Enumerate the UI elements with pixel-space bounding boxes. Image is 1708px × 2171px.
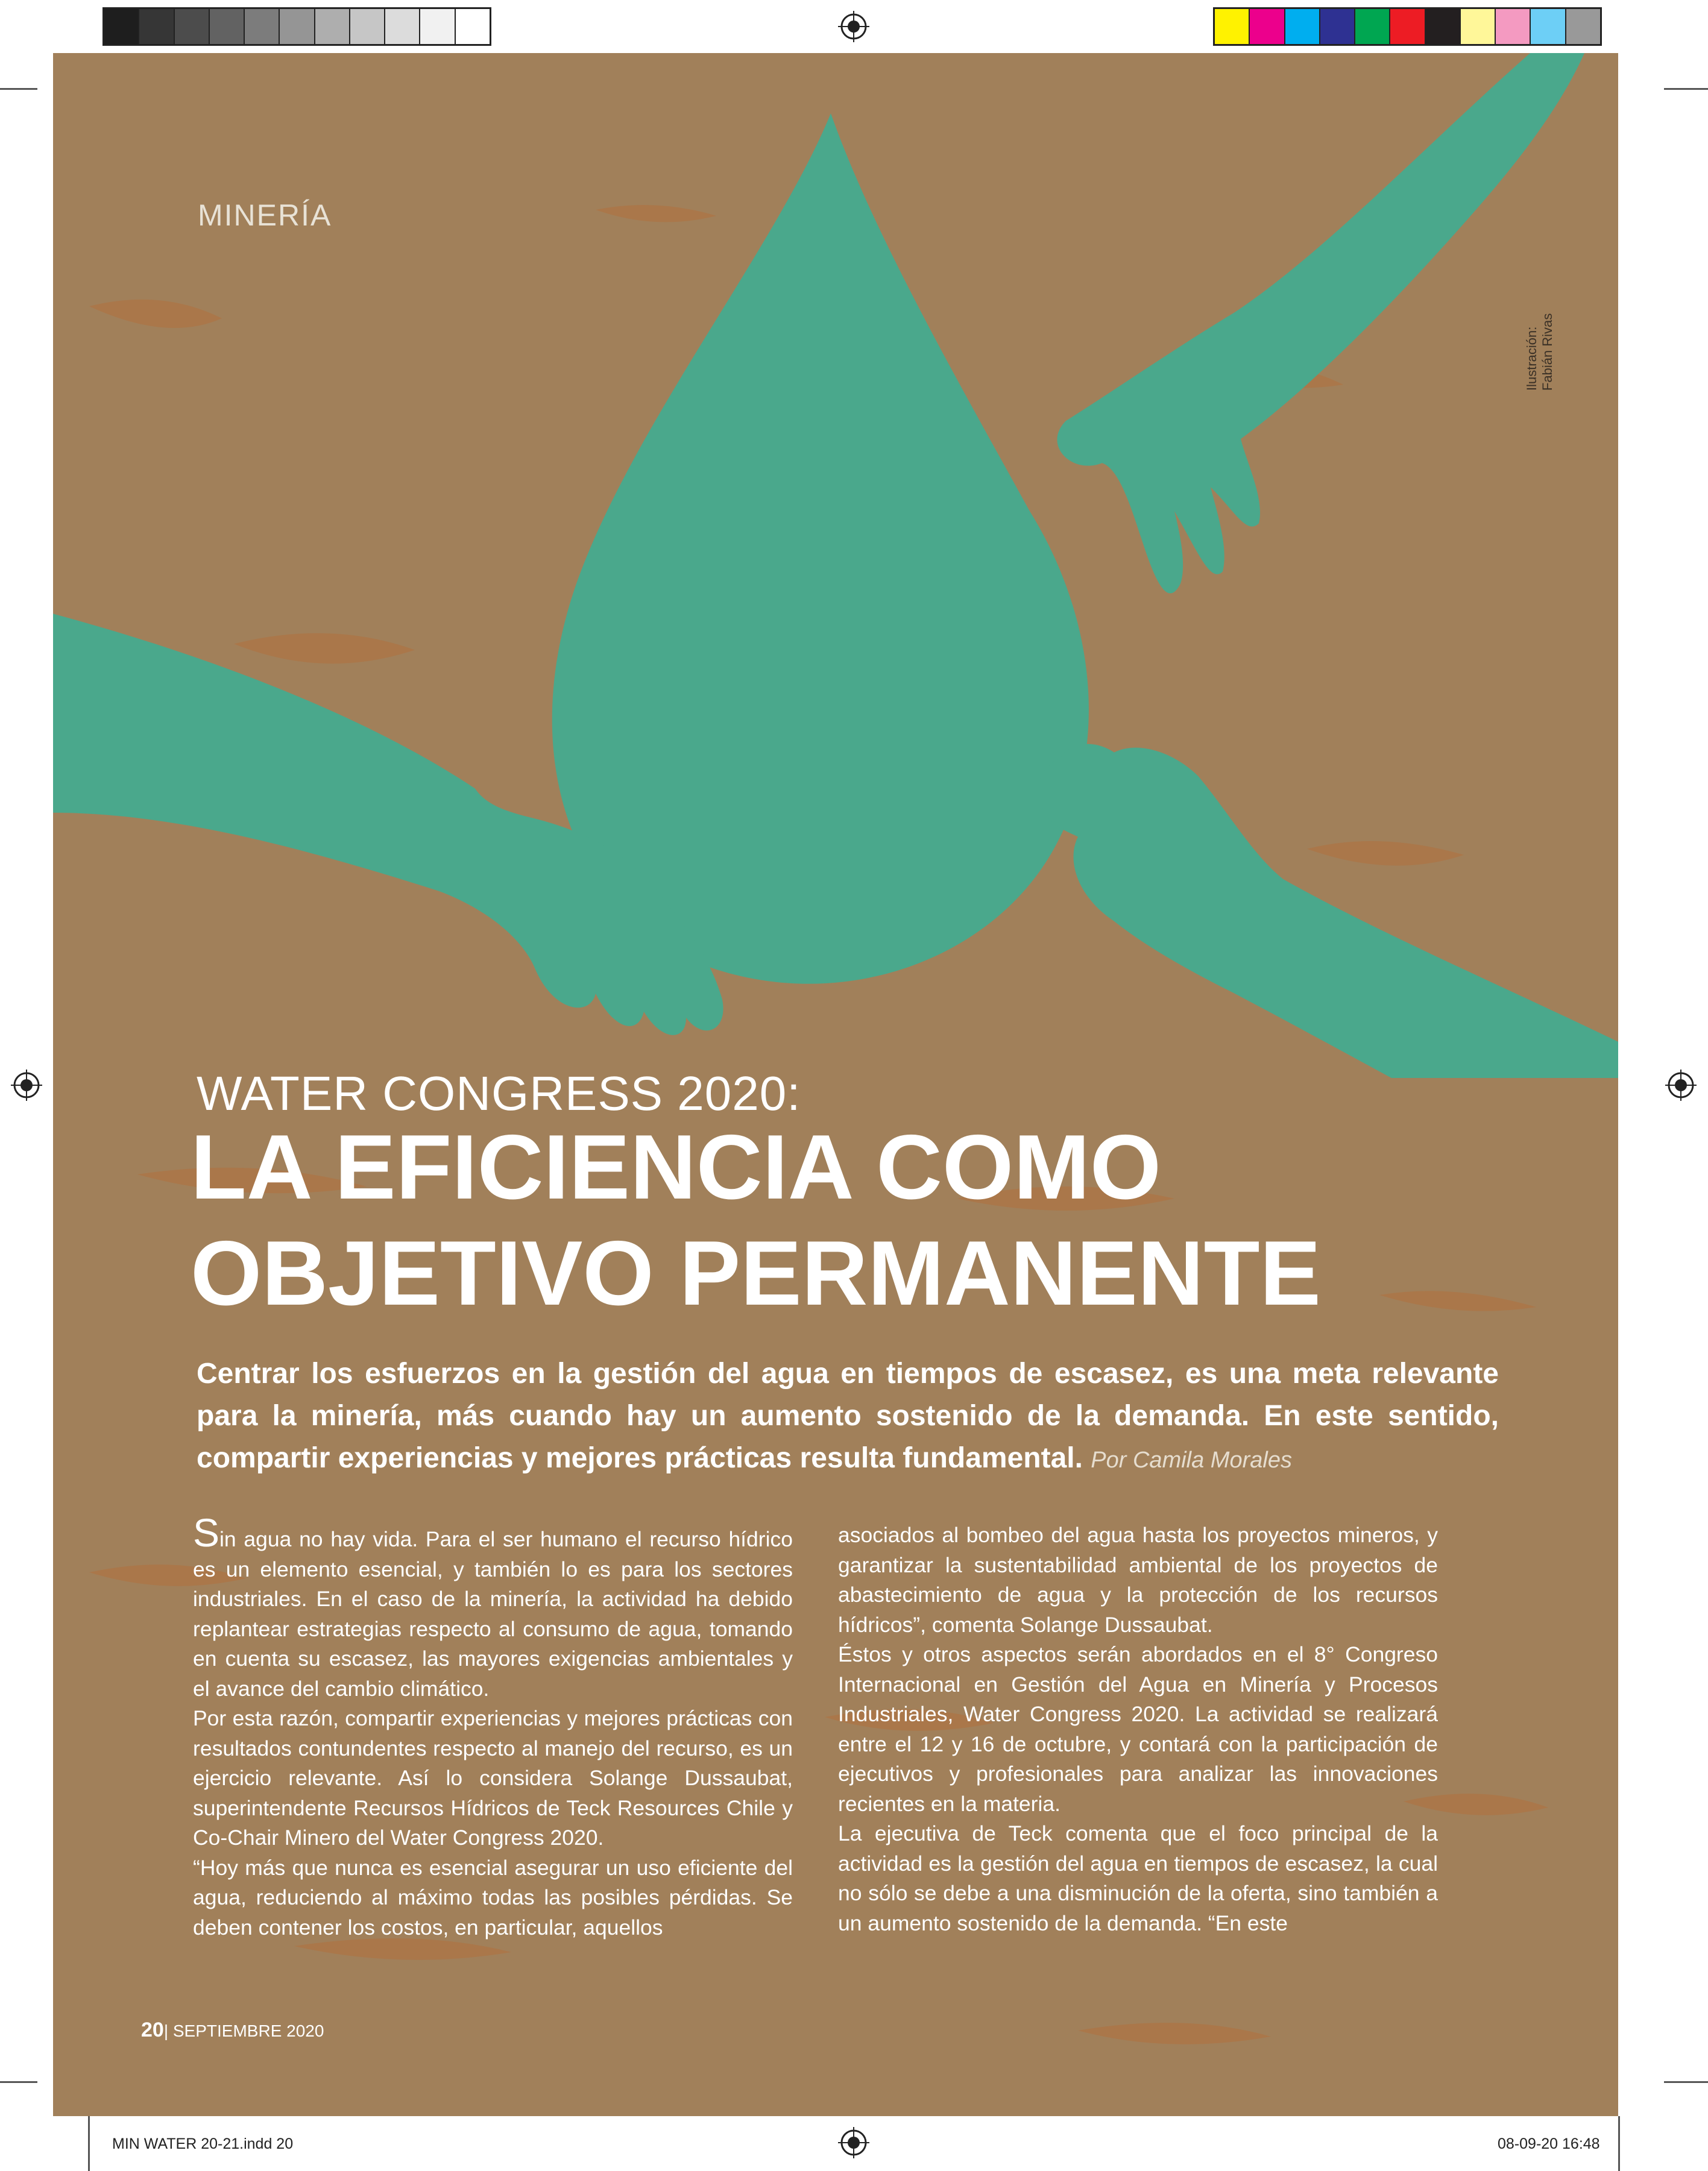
magazine-page: [53, 53, 1618, 2116]
color-swatch: [1426, 9, 1461, 44]
color-swatch: [104, 9, 139, 44]
registration-mark-icon: [838, 11, 869, 42]
crop-mark: [1664, 88, 1708, 90]
color-swatch: [1320, 9, 1355, 44]
article-kicker: WATER CONGRESS 2020:: [197, 1067, 801, 1120]
registration-mark-icon: [838, 2127, 869, 2158]
file-slug: MIN WATER 20-21.indd 20: [112, 2135, 294, 2152]
color-swatch: [456, 9, 490, 44]
issue-date: | SEPTIEMBRE 2020: [163, 2021, 324, 2040]
headline-line-2: OBJETIVO PERMANENTE: [191, 1222, 1321, 1325]
right-arm-shape: [1037, 744, 1618, 1078]
color-swatch: [1566, 9, 1600, 44]
body-paragraph: La ejecutiva de Teck comenta que el foco principal de la actividad es la gestión del agua en tiempos de escasez, la cual no sólo se debe a una disminución de la oferta, sino también a un aumento sostenido de la demanda. “En este: [838, 1821, 1438, 1935]
crop-mark: [88, 2116, 90, 2171]
body-column-left: [193, 1510, 793, 1943]
crop-mark: [0, 88, 37, 90]
water-drop-shape: [552, 113, 1089, 984]
color-swatch: [420, 9, 455, 44]
illustration-credit: Ilustración: Fabián Rivas: [1524, 313, 1555, 391]
color-swatch: [350, 9, 385, 44]
crop-mark: [1664, 2081, 1708, 2083]
upper-hand-shape: [1057, 53, 1584, 593]
deck-text: Centrar los esfuerzos en la gestión del agua en tiempos de escasez, es una meta relevante para la minería, más cuando hay un aumento sostenido de la demanda. En este sentido, compartir experiencias y mejores prácticas resulta fundamental.: [197, 1358, 1499, 1474]
color-swatch: [1531, 9, 1566, 44]
page-folio: [141, 2018, 324, 2042]
color-swatch: [1250, 9, 1285, 44]
color-swatch: [315, 9, 350, 44]
color-swatch: [1390, 9, 1425, 44]
crop-mark: [0, 2081, 37, 2083]
color-swatch: [1285, 9, 1320, 44]
headline-line-1: LA EFICIENCIA COMO: [191, 1116, 1162, 1218]
color-swatch: [245, 9, 280, 44]
body-paragraph: Por esta razón, compartir experiencias y mejores prácticas con resultados contundentes respecto al manejo del recurso, es un ejercicio relevante. Así lo considera Solange Dussaubat, superintendente Recursos Hídricos de Teck Resources Chile y Co-Chair Minero del Water Congress 2020.: [193, 1706, 793, 1850]
body-paragraph: Éstos y otros aspectos serán abordados en el 8° Congreso Internacional en Gestión del Agua en Minería y Procesos Industriales, Water Congress 2020. La actividad se realizará entre el 12 y 16 de octubre, y contará con la participación de ejecutivos y profesionales para analizar las innovaciones recientes en la materia.: [838, 1642, 1438, 1816]
color-swatch: [280, 9, 315, 44]
grayscale-color-bar: [102, 7, 491, 46]
color-swatch: [139, 9, 174, 44]
color-swatch: [210, 9, 245, 44]
body-paragraph: Sin agua no hay vida. Para el ser humano el recurso hídrico es un elemento esencial, y también lo es para los sectores industriales. En el caso de la minería, la actividad ha debido replantear estrategias respecto al consumo de agua, tomando en cuenta su escasez, las mayores exigencias ambientales y el avance del cambio climático.: [193, 1510, 793, 1701]
article-deck: [197, 1353, 1499, 1481]
color-swatch: [385, 9, 420, 44]
registration-mark-icon: [1665, 1070, 1697, 1101]
color-swatch: [1496, 9, 1531, 44]
byline: Por Camila Morales: [1091, 1448, 1292, 1473]
body-paragraph: asociados al bombeo del agua hasta los proyectos mineros, y garantizar la sustentabilidad ambiental de los proyectos de abastecimiento de agua y la protección de los recursos hídricos”, comenta Solange Dussaubat.: [838, 1523, 1438, 1637]
registration-mark-icon: [11, 1070, 42, 1101]
color-swatch: [1355, 9, 1390, 44]
body-column-right: [838, 1520, 1438, 1938]
drop-cap: S: [193, 1510, 220, 1555]
print-timestamp: 08-09-20 16:48: [1498, 2135, 1600, 2152]
body-paragraph: “Hoy más que nunca es esencial asegurar un uso eficiente del agua, reduciendo al máximo todas las posibles pérdidas. Se deben contener los costos, en particular, aquellos: [193, 1855, 793, 1939]
color-swatch: [175, 9, 210, 44]
color-swatch: [1215, 9, 1250, 44]
color-swatch: [1461, 9, 1496, 44]
process-color-bar: [1213, 7, 1602, 46]
crop-mark: [1618, 2116, 1620, 2171]
page-number: 20: [141, 2018, 164, 2041]
article-headline: [191, 1114, 1517, 1326]
section-label: MINERÍA: [198, 198, 332, 232]
